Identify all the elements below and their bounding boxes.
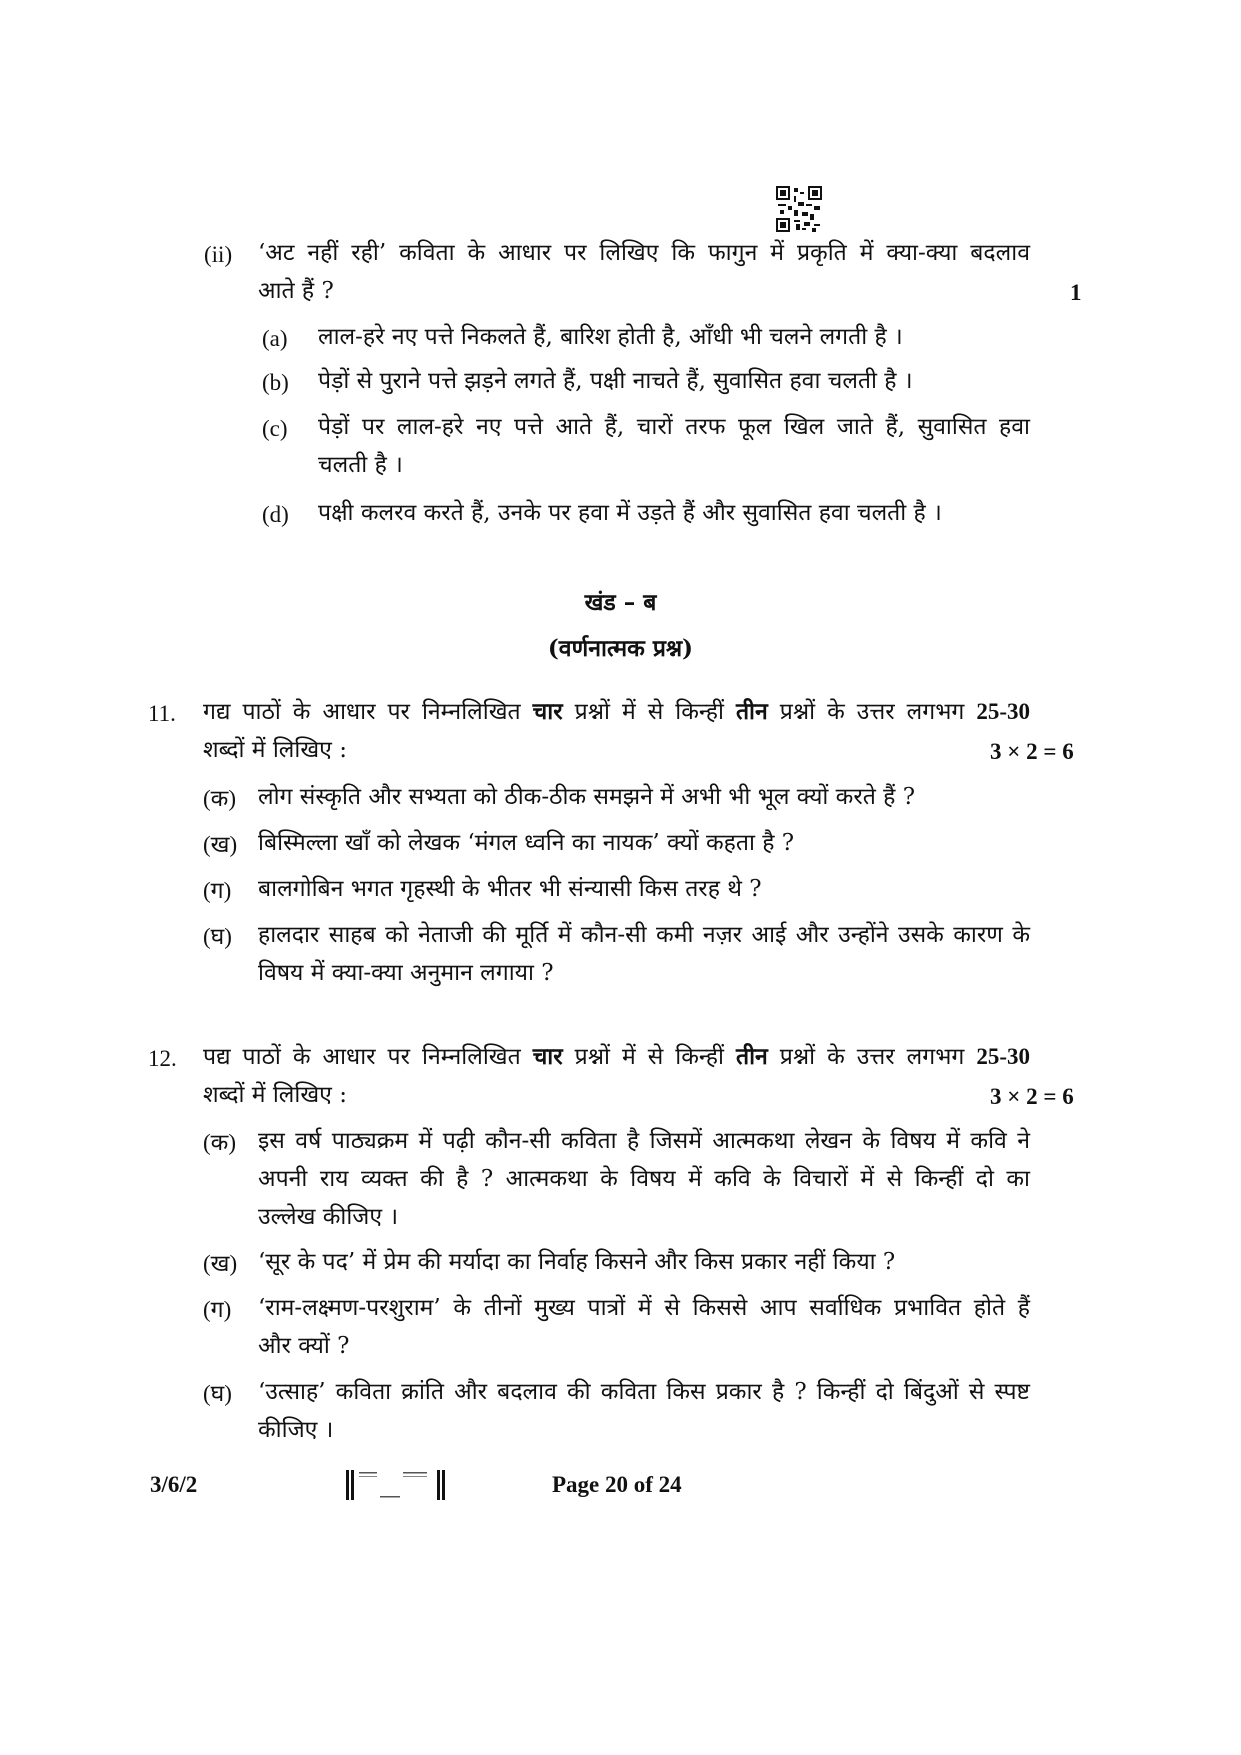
question-label: (ii) xyxy=(204,242,233,267)
intro-text: प्रश्नों के उत्तर लगभग xyxy=(767,1044,977,1070)
part-label: (ख) xyxy=(203,1251,238,1276)
option-text: चलती है । xyxy=(318,452,403,478)
part-text: बिस्मिल्ला खाँ को लेखक ‘मंगल ध्वनि का नायक’ क्यों कहता है ? xyxy=(258,830,795,856)
question-intro-line: शब्दों में लिखिए : xyxy=(203,737,347,763)
part-text: बालगोबिन भगत गृहस्थी के भीतर भी संन्यासी किस तरह थे ? xyxy=(258,876,762,902)
option-text: पेड़ों पर लाल-हरे नए पत्ते आते हैं, चारों तरफ फूल खिल जाते हैं, सुवासित हवा xyxy=(318,414,1030,440)
question-intro xyxy=(203,693,1030,731)
question-number: 11. xyxy=(148,701,176,726)
option-text: लाल-हरे नए पत्ते निकलते हैं, बारिश होती है, आँधी भी चलने लगती है । xyxy=(318,324,903,350)
intro-bold: 25-30 xyxy=(976,699,1031,724)
part-text: ‘उत्साह’ कविता क्रांति और बदलाव की कविता किस प्रकार है ? किन्हीं दो बिंदुओं से स्पष्ट xyxy=(258,1379,1030,1405)
part-text: विषय में क्या-क्या अनुमान लगाया ? xyxy=(258,960,554,986)
part-text: अपनी राय व्यक्त की है ? आत्मकथा के विषय में कवि के विचारों में से किन्हीं दो का xyxy=(258,1166,1030,1192)
option-label: (b) xyxy=(262,370,289,395)
part-text: इस वर्ष पाठ्यक्रम में पढ़ी कौन-सी कविता है जिसमें आत्मकथा लेखन के विषय में कवि ने xyxy=(258,1128,1030,1154)
intro-text: गद्य पाठों के आधार पर निम्नलिखित xyxy=(203,699,533,725)
part-text: ‘राम-लक्ष्मण-परशुराम’ के तीनों मुख्य पात्रों में से किससे आप सर्वाधिक प्रभावित होते हैं xyxy=(258,1295,1030,1321)
qr-code-icon xyxy=(776,186,822,232)
question-number: 12. xyxy=(148,1046,177,1071)
option-label: (a) xyxy=(262,326,288,351)
intro-text: प्रश्नों में से किन्हीं xyxy=(562,1044,736,1070)
part-text: हालदार साहब को नेताजी की मूर्ति में कौन-सी कमी नज़र आई और उन्होंने उसके कारण के xyxy=(258,922,1030,948)
part-label: (ख) xyxy=(203,832,238,857)
intro-bold: 25-30 xyxy=(976,1044,1030,1069)
question-intro-line: शब्दों में लिखिए : xyxy=(203,1082,347,1108)
section-subtitle: (वर्णनात्मक प्रश्न) xyxy=(547,635,694,662)
part-text: लोग संस्कृति और सभ्यता को ठीक-ठीक समझने में अभी भी भूल क्यों करते हैं ? xyxy=(258,784,916,810)
part-text: और क्यों ? xyxy=(258,1333,350,1359)
intro-text: पद्य पाठों के आधार पर निम्नलिखित xyxy=(203,1044,533,1070)
intro-text: प्रश्नों में से किन्हीं xyxy=(562,699,736,725)
question-text-line: ‘अट नहीं रही’ कविता के आधार पर लिखिए कि फागुन में प्रकृति में क्या-क्या बदलाव xyxy=(258,240,1030,266)
part-label: (घ) xyxy=(203,924,232,949)
marks: 3 × 2 = 6 xyxy=(990,739,1074,764)
intro-bold: तीन xyxy=(735,1043,768,1070)
page-number: Page 20 of 24 xyxy=(552,1472,682,1497)
part-label: (क) xyxy=(203,1130,236,1155)
part-text: कीजिए । xyxy=(258,1417,334,1443)
intro-bold: चार xyxy=(532,1043,563,1070)
option-text: पक्षी कलरव करते हैं, उनके पर हवा में उड़ते हैं और सुवासित हवा चलती है । xyxy=(318,500,942,526)
paper-code: 3/6/2 xyxy=(150,1472,198,1497)
intro-bold: तीन xyxy=(735,698,768,725)
question-text-line: आते हैं ? xyxy=(258,278,334,304)
question-intro xyxy=(203,1038,1030,1076)
marks: 1 xyxy=(1070,280,1082,305)
part-label: (ग) xyxy=(203,878,232,903)
barcode-icon xyxy=(346,1470,448,1500)
intro-bold: चार xyxy=(532,698,563,725)
section-title: खंड – ब xyxy=(584,589,657,616)
intro-text: प्रश्नों के उत्तर लगभग xyxy=(767,699,977,725)
part-label: (ग) xyxy=(203,1297,232,1322)
part-text: ‘सूर के पद’ में प्रेम की मर्यादा का निर्वाह किसने और किस प्रकार नहीं किया ? xyxy=(258,1249,896,1275)
part-text: उल्लेख कीजिए । xyxy=(258,1204,399,1230)
option-text: पेड़ों से पुराने पत्ते झड़ने लगते हैं, पक्षी नाचते हैं, सुवासित हवा चलती है । xyxy=(318,368,913,394)
option-label: (c) xyxy=(262,416,288,441)
part-label: (घ) xyxy=(203,1381,232,1406)
part-label: (क) xyxy=(203,786,236,811)
option-label: (d) xyxy=(262,502,289,527)
marks: 3 × 2 = 6 xyxy=(990,1084,1074,1109)
